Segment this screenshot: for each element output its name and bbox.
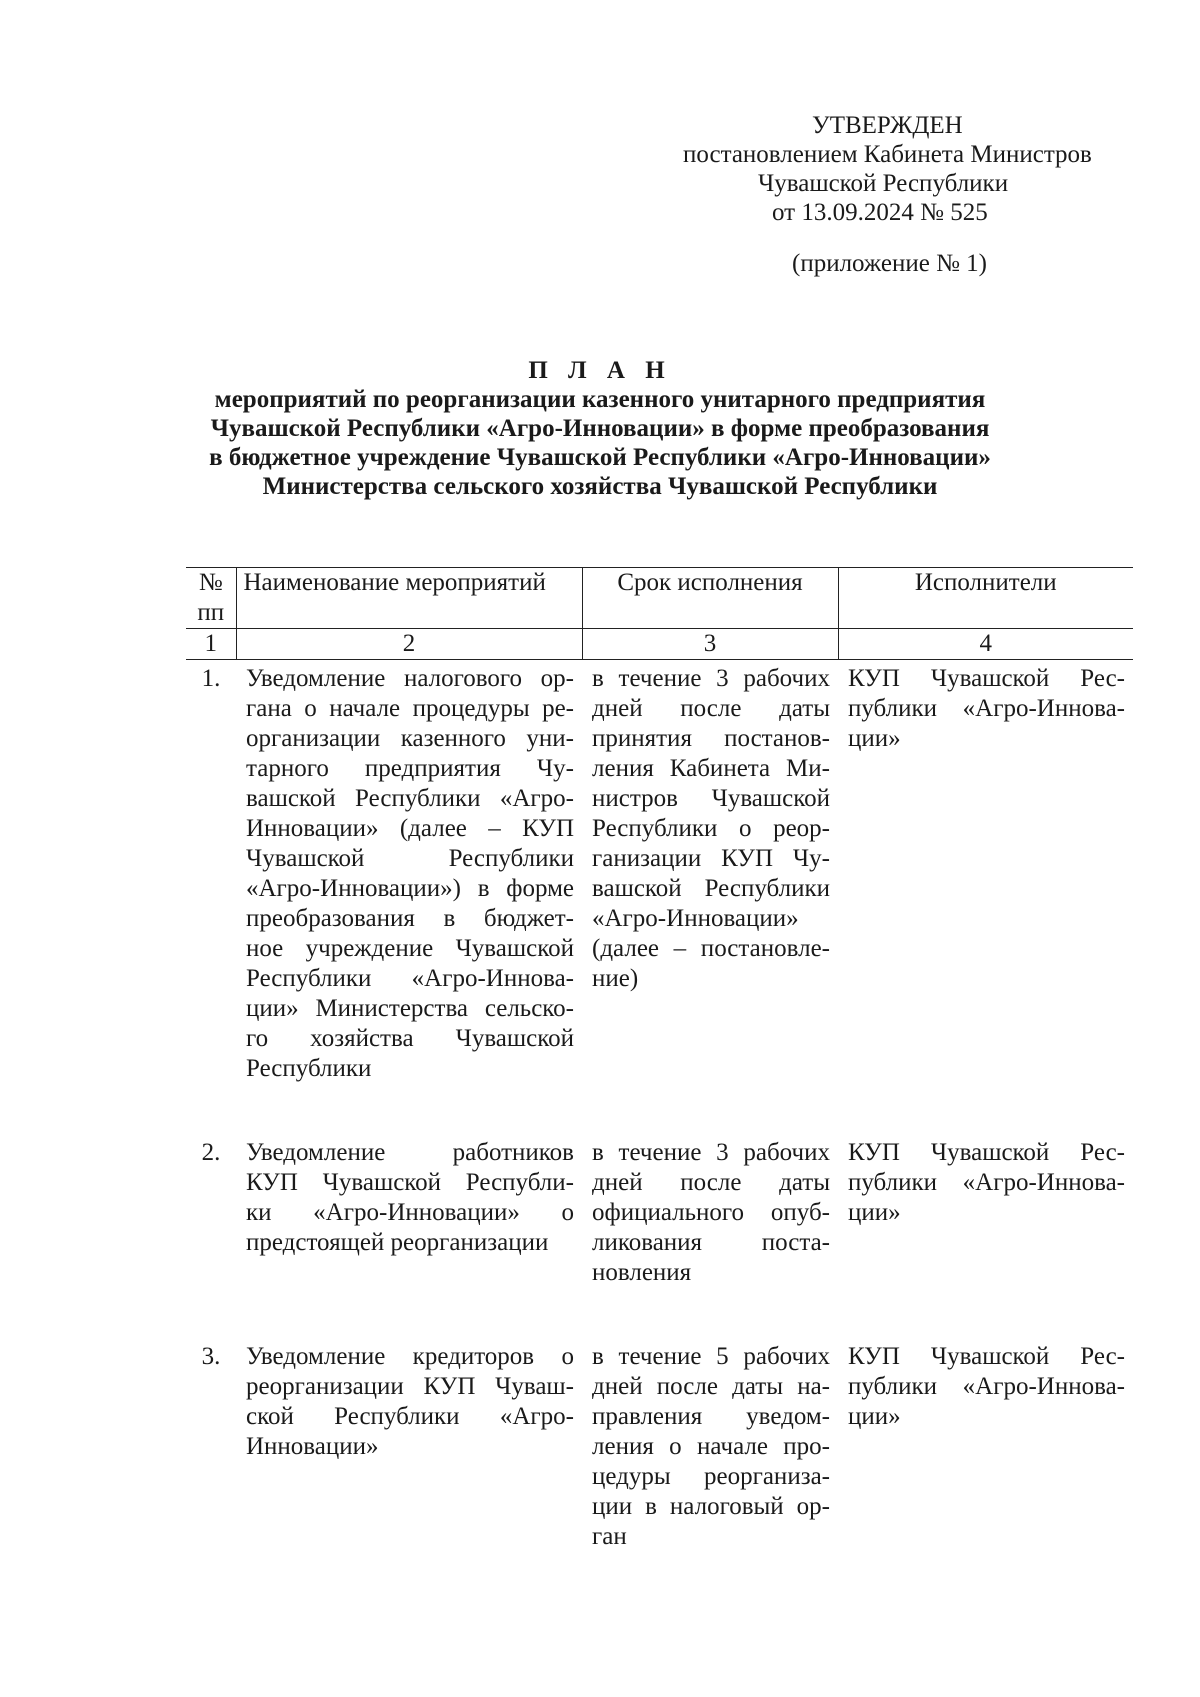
- title-line: мероприятий по реорганизации казенного унитарного предприятия: [214, 386, 986, 413]
- row-executors: КУП Чувашской Рес- публики «Агро-Иннова- ции»: [848, 1343, 1125, 1430]
- row-executors: КУП Чувашской Рес- публики «Агро-Иннова- ции»: [848, 1139, 1125, 1226]
- column-number: 3: [582, 629, 838, 660]
- approval-status: УТВЕРЖДЕН: [812, 112, 963, 139]
- row-executors: КУП Чувашской Рес- публики «Агро-Иннова- ции»: [848, 665, 1125, 752]
- approval-date-number: от 13.09.2024 № 525: [772, 199, 988, 226]
- title-line: Министерства сельского хозяйства Чувашской Республики: [262, 473, 938, 500]
- row-name: Уведомление налогового ор- гана о начале процедуры ре- организации казенного уни- тарного предприятия Чу- вашской Республики «Агро- Инновации» (далее – КУП Чувашской Республики «Агро-Инновации») в форме преобразования в бюджет- ное учреждение Чувашской Республики «Агро-Иннова- ции» Министерства сельско- го хозяйства Чувашской Республики: [246, 665, 574, 1082]
- row-name: Уведомление работников КУП Чувашской Республи- ки «Агро-Инновации» о предстоящей реорганизации: [246, 1139, 574, 1256]
- column-number: 1: [186, 629, 236, 660]
- header-num: [186, 568, 236, 629]
- row-name: Уведомление кредиторов о реорганизации КУП Чуваш- ской Республики «Агро- Инновации»: [246, 1343, 574, 1460]
- table-row: [186, 660, 1133, 1135]
- appendix-label: (приложение № 1): [792, 250, 988, 277]
- row-deadline: в течение 5 рабочих дней после даты на- правления уведом- ления о начале про- цедуры реорганиза- ции в налоговый ор- ган: [592, 1343, 830, 1550]
- approval-issuer: постановлением Кабинета Министров: [683, 141, 1092, 168]
- plan-table: [186, 567, 1133, 1552]
- approval-stamp: [656, 111, 1106, 278]
- header-num-sign: №: [198, 569, 223, 596]
- title-line: Чувашской Республики «Агро-Инновации» в форме преобразования: [210, 415, 990, 442]
- row-deadline: в течение 3 рабочих дней после даты официального опуб- ликования поста- новления: [592, 1139, 830, 1286]
- column-number: 4: [838, 629, 1133, 660]
- table-row: [186, 1338, 1133, 1552]
- column-number: 2: [236, 629, 582, 660]
- header-num-abbr: пп: [197, 599, 225, 626]
- column-number-row: [186, 629, 1133, 660]
- row-index: 3.: [201, 1343, 221, 1370]
- header-executors: Исполнители: [838, 568, 1133, 629]
- table-header-row: [186, 568, 1133, 629]
- header-name: Наименование мероприятий: [236, 568, 582, 629]
- header-deadline: Срок исполнения: [582, 568, 838, 629]
- title-heading: П Л А Н: [528, 357, 672, 384]
- document-title: [200, 356, 1000, 501]
- row-index: 1.: [201, 665, 221, 692]
- row-index: 2.: [201, 1139, 221, 1166]
- title-line: в бюджетное учреждение Чувашской Республики «Агро-Инновации»: [209, 444, 991, 471]
- table-row: [186, 1134, 1133, 1338]
- approval-region: Чувашской Республики: [758, 170, 1009, 197]
- row-deadline: в течение 3 рабочих дней после даты принятия постанов- ления Кабинета Ми- нистров Чувашской Республики о реор- ганизации КУП Чу- вашской Республики «Агро-Инновации» (далее – постановле- ние): [592, 665, 830, 992]
